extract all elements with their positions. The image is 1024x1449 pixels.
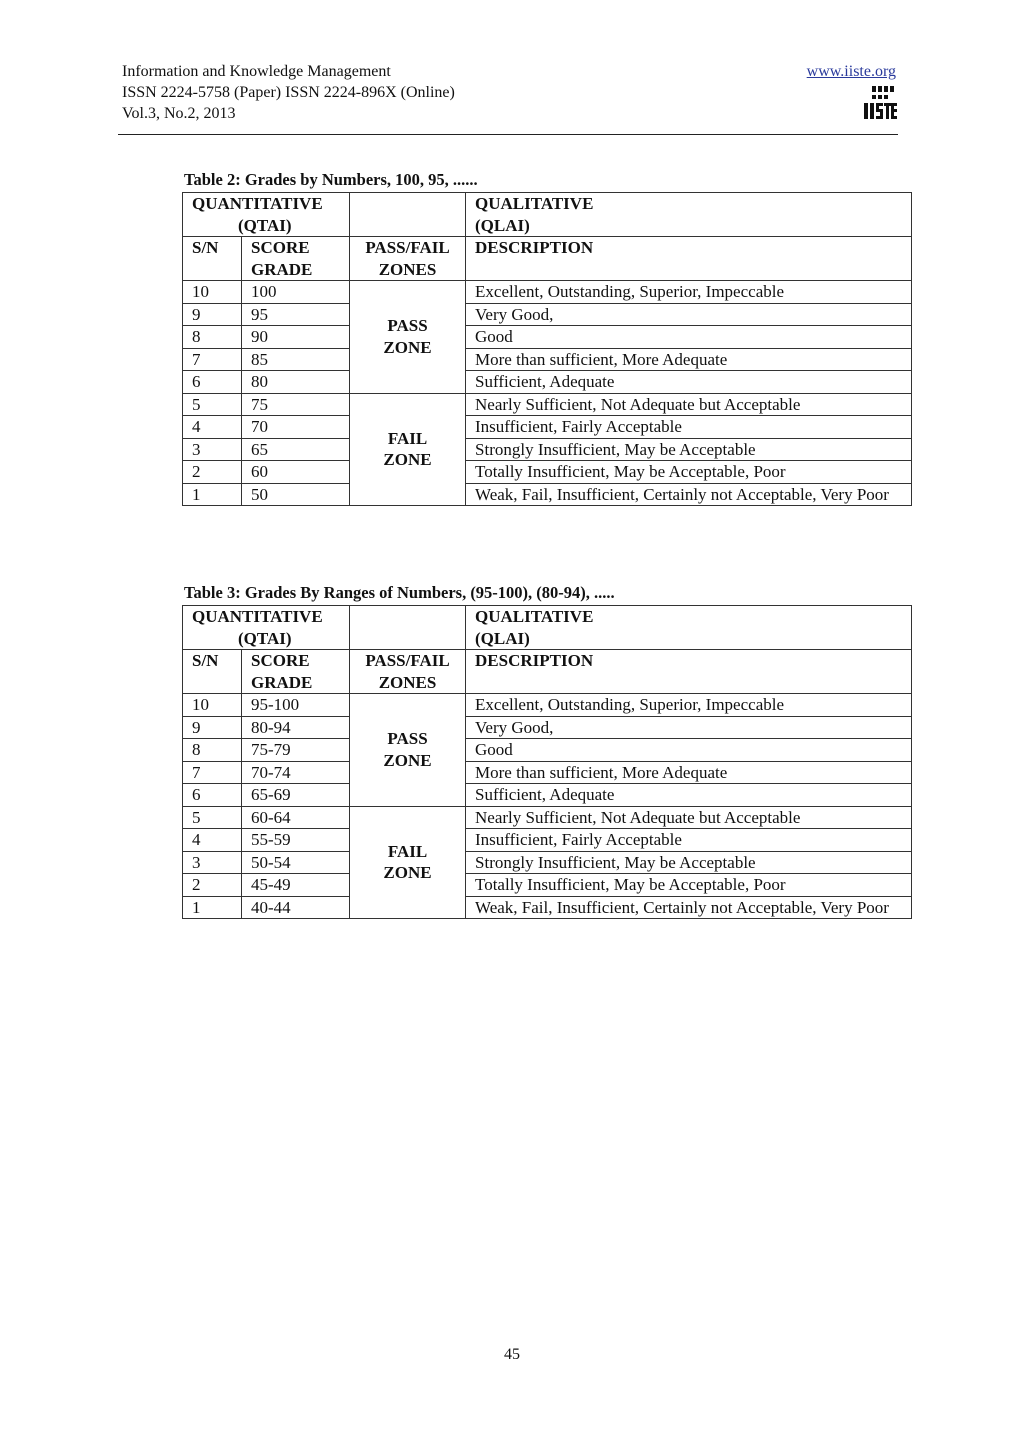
quantitative-header [183, 193, 350, 237]
zone-label: ZONE [383, 337, 432, 357]
score-cell: 60-64 [242, 806, 350, 829]
header-text: QUANTITATIVE [192, 194, 323, 213]
description-cell: Weak, Fail, Insufficient, Certainly not Acceptable, Very Poor [466, 483, 912, 506]
score-cell: 65-69 [242, 784, 350, 807]
score-cell: 70 [242, 416, 350, 439]
description-cell: Excellent, Outstanding, Superior, Impeccable [466, 694, 912, 717]
zone-label: ZONE [383, 863, 432, 883]
journal-name: Information and Knowledge Management [122, 63, 391, 80]
description-cell: Very Good, [466, 716, 912, 739]
score-cell: 70-74 [242, 761, 350, 784]
header-text: (QLAI) [475, 628, 530, 648]
volume-line: Vol.3, No.2, 2013 [122, 105, 236, 122]
table-3-caption: Table 3: Grades By Ranges of Numbers, (95-100), (80-94), ..... [184, 583, 615, 602]
score-cell: 60 [242, 461, 350, 484]
table-row [183, 371, 912, 394]
running-header [122, 61, 455, 124]
description-cell: Sufficient, Adequate [466, 371, 912, 394]
page-number: 45 [504, 1346, 520, 1363]
iiste-logo [861, 86, 899, 120]
description-cell: Very Good, [466, 303, 912, 326]
sn-cell: 1 [183, 896, 242, 919]
description-cell: Nearly Sufficient, Not Adequate but Acceptable [466, 806, 912, 829]
score-cell: 40-44 [242, 896, 350, 919]
sn-cell: 9 [183, 303, 242, 326]
table-row [183, 326, 912, 349]
zone-label: PASS [387, 729, 428, 749]
score-cell: 85 [242, 348, 350, 371]
description-cell: Totally Insufficient, May be Acceptable, Poor [466, 461, 912, 484]
zone-label: ZONE [383, 750, 432, 770]
score-cell: 50 [242, 483, 350, 506]
score-cell: 50-54 [242, 851, 350, 874]
fail-zone-cell [350, 393, 466, 506]
header-text: (QTAI) [238, 215, 292, 235]
empty-header-cell [350, 193, 466, 237]
table-row [183, 874, 912, 897]
header-text: SCORE [251, 651, 310, 670]
header-text: GRADE [251, 259, 313, 279]
pass-zone-cell [350, 694, 466, 807]
table-header-row [183, 606, 912, 650]
table-row [183, 896, 912, 919]
table-row [183, 829, 912, 852]
score-cell: 95-100 [242, 694, 350, 717]
header-text: QUALITATIVE [475, 607, 594, 626]
description-cell: Weak, Fail, Insufficient, Certainly not Acceptable, Very Poor [466, 896, 912, 919]
description-cell: More than sufficient, More Adequate [466, 761, 912, 784]
description-cell: Strongly Insufficient, May be Acceptable [466, 851, 912, 874]
sn-cell: 4 [183, 416, 242, 439]
header-text: PASS/FAIL [365, 238, 450, 257]
table-2-caption: Table 2: Grades by Numbers, 100, 95, ...... [184, 170, 478, 189]
table-row [183, 806, 912, 829]
table-row [183, 761, 912, 784]
sn-cell: 10 [183, 694, 242, 717]
header-text: PASS/FAIL [365, 651, 450, 670]
sn-cell: 5 [183, 393, 242, 416]
table-row [183, 739, 912, 762]
description-header: DESCRIPTION [466, 650, 912, 694]
sn-cell: 4 [183, 829, 242, 852]
sn-header: S/N [183, 650, 242, 694]
website-link[interactable]: www.iiste.org [806, 63, 896, 80]
header-text: ZONES [378, 259, 437, 279]
sn-cell: 7 [183, 348, 242, 371]
sn-cell: 2 [183, 874, 242, 897]
sn-cell: 8 [183, 739, 242, 762]
qualitative-header [466, 193, 912, 237]
sn-cell: 6 [183, 371, 242, 394]
score-cell: 75 [242, 393, 350, 416]
table-row [183, 348, 912, 371]
description-cell: Insufficient, Fairly Acceptable [466, 416, 912, 439]
zone-label: FAIL [387, 428, 428, 448]
sn-cell: 5 [183, 806, 242, 829]
description-header: DESCRIPTION [466, 237, 912, 281]
zone-label: ZONE [383, 450, 432, 470]
description-cell: More than sufficient, More Adequate [466, 348, 912, 371]
header-text: QUANTITATIVE [192, 607, 323, 626]
header-text: QUALITATIVE [475, 194, 594, 213]
table-row [183, 281, 912, 304]
score-header [242, 650, 350, 694]
issn-line: ISSN 2224-5758 (Paper) ISSN 2224-896X (Online) [122, 84, 455, 101]
description-cell: Good [466, 739, 912, 762]
header-text: (QTAI) [238, 628, 292, 648]
description-cell: Totally Insufficient, May be Acceptable, Poor [466, 874, 912, 897]
sn-cell: 3 [183, 851, 242, 874]
header-rule [118, 134, 898, 135]
table-row [183, 416, 912, 439]
pass-zone-cell [350, 281, 466, 394]
score-cell: 65 [242, 438, 350, 461]
table-row [183, 784, 912, 807]
empty-header-cell [350, 606, 466, 650]
table-row [183, 694, 912, 717]
table-2 [182, 192, 912, 506]
table-row [183, 393, 912, 416]
header-text: (QLAI) [475, 215, 530, 235]
zone-label: FAIL [387, 841, 428, 861]
table-row [183, 461, 912, 484]
sn-cell: 3 [183, 438, 242, 461]
sn-cell: 7 [183, 761, 242, 784]
table-row [183, 438, 912, 461]
score-cell: 45-49 [242, 874, 350, 897]
sn-cell: 8 [183, 326, 242, 349]
table-header-row [183, 237, 912, 281]
sn-cell: 6 [183, 784, 242, 807]
description-cell: Nearly Sufficient, Not Adequate but Acceptable [466, 393, 912, 416]
description-cell: Insufficient, Fairly Acceptable [466, 829, 912, 852]
score-cell: 75-79 [242, 739, 350, 762]
header-text: SCORE [251, 238, 310, 257]
table-header-row [183, 193, 912, 237]
score-cell: 90 [242, 326, 350, 349]
qualitative-header [466, 606, 912, 650]
score-cell: 55-59 [242, 829, 350, 852]
score-cell: 100 [242, 281, 350, 304]
score-header [242, 237, 350, 281]
table-header-row [183, 650, 912, 694]
description-cell: Sufficient, Adequate [466, 784, 912, 807]
fail-zone-cell [350, 806, 466, 919]
table-row [183, 716, 912, 739]
zones-header [350, 237, 466, 281]
score-cell: 95 [242, 303, 350, 326]
description-cell: Excellent, Outstanding, Superior, Impeccable [466, 281, 912, 304]
zone-label: PASS [387, 316, 428, 336]
table-row [183, 851, 912, 874]
score-cell: 80 [242, 371, 350, 394]
score-cell: 80-94 [242, 716, 350, 739]
table-3 [182, 605, 912, 919]
header-text: ZONES [378, 672, 437, 692]
description-cell: Strongly Insufficient, May be Acceptable [466, 438, 912, 461]
header-text: GRADE [251, 672, 313, 692]
table-row [183, 483, 912, 506]
quantitative-header [183, 606, 350, 650]
description-cell: Good [466, 326, 912, 349]
sn-cell: 9 [183, 716, 242, 739]
table-row [183, 303, 912, 326]
zones-header [350, 650, 466, 694]
sn-cell: 2 [183, 461, 242, 484]
sn-cell: 10 [183, 281, 242, 304]
sn-header: S/N [183, 237, 242, 281]
sn-cell: 1 [183, 483, 242, 506]
